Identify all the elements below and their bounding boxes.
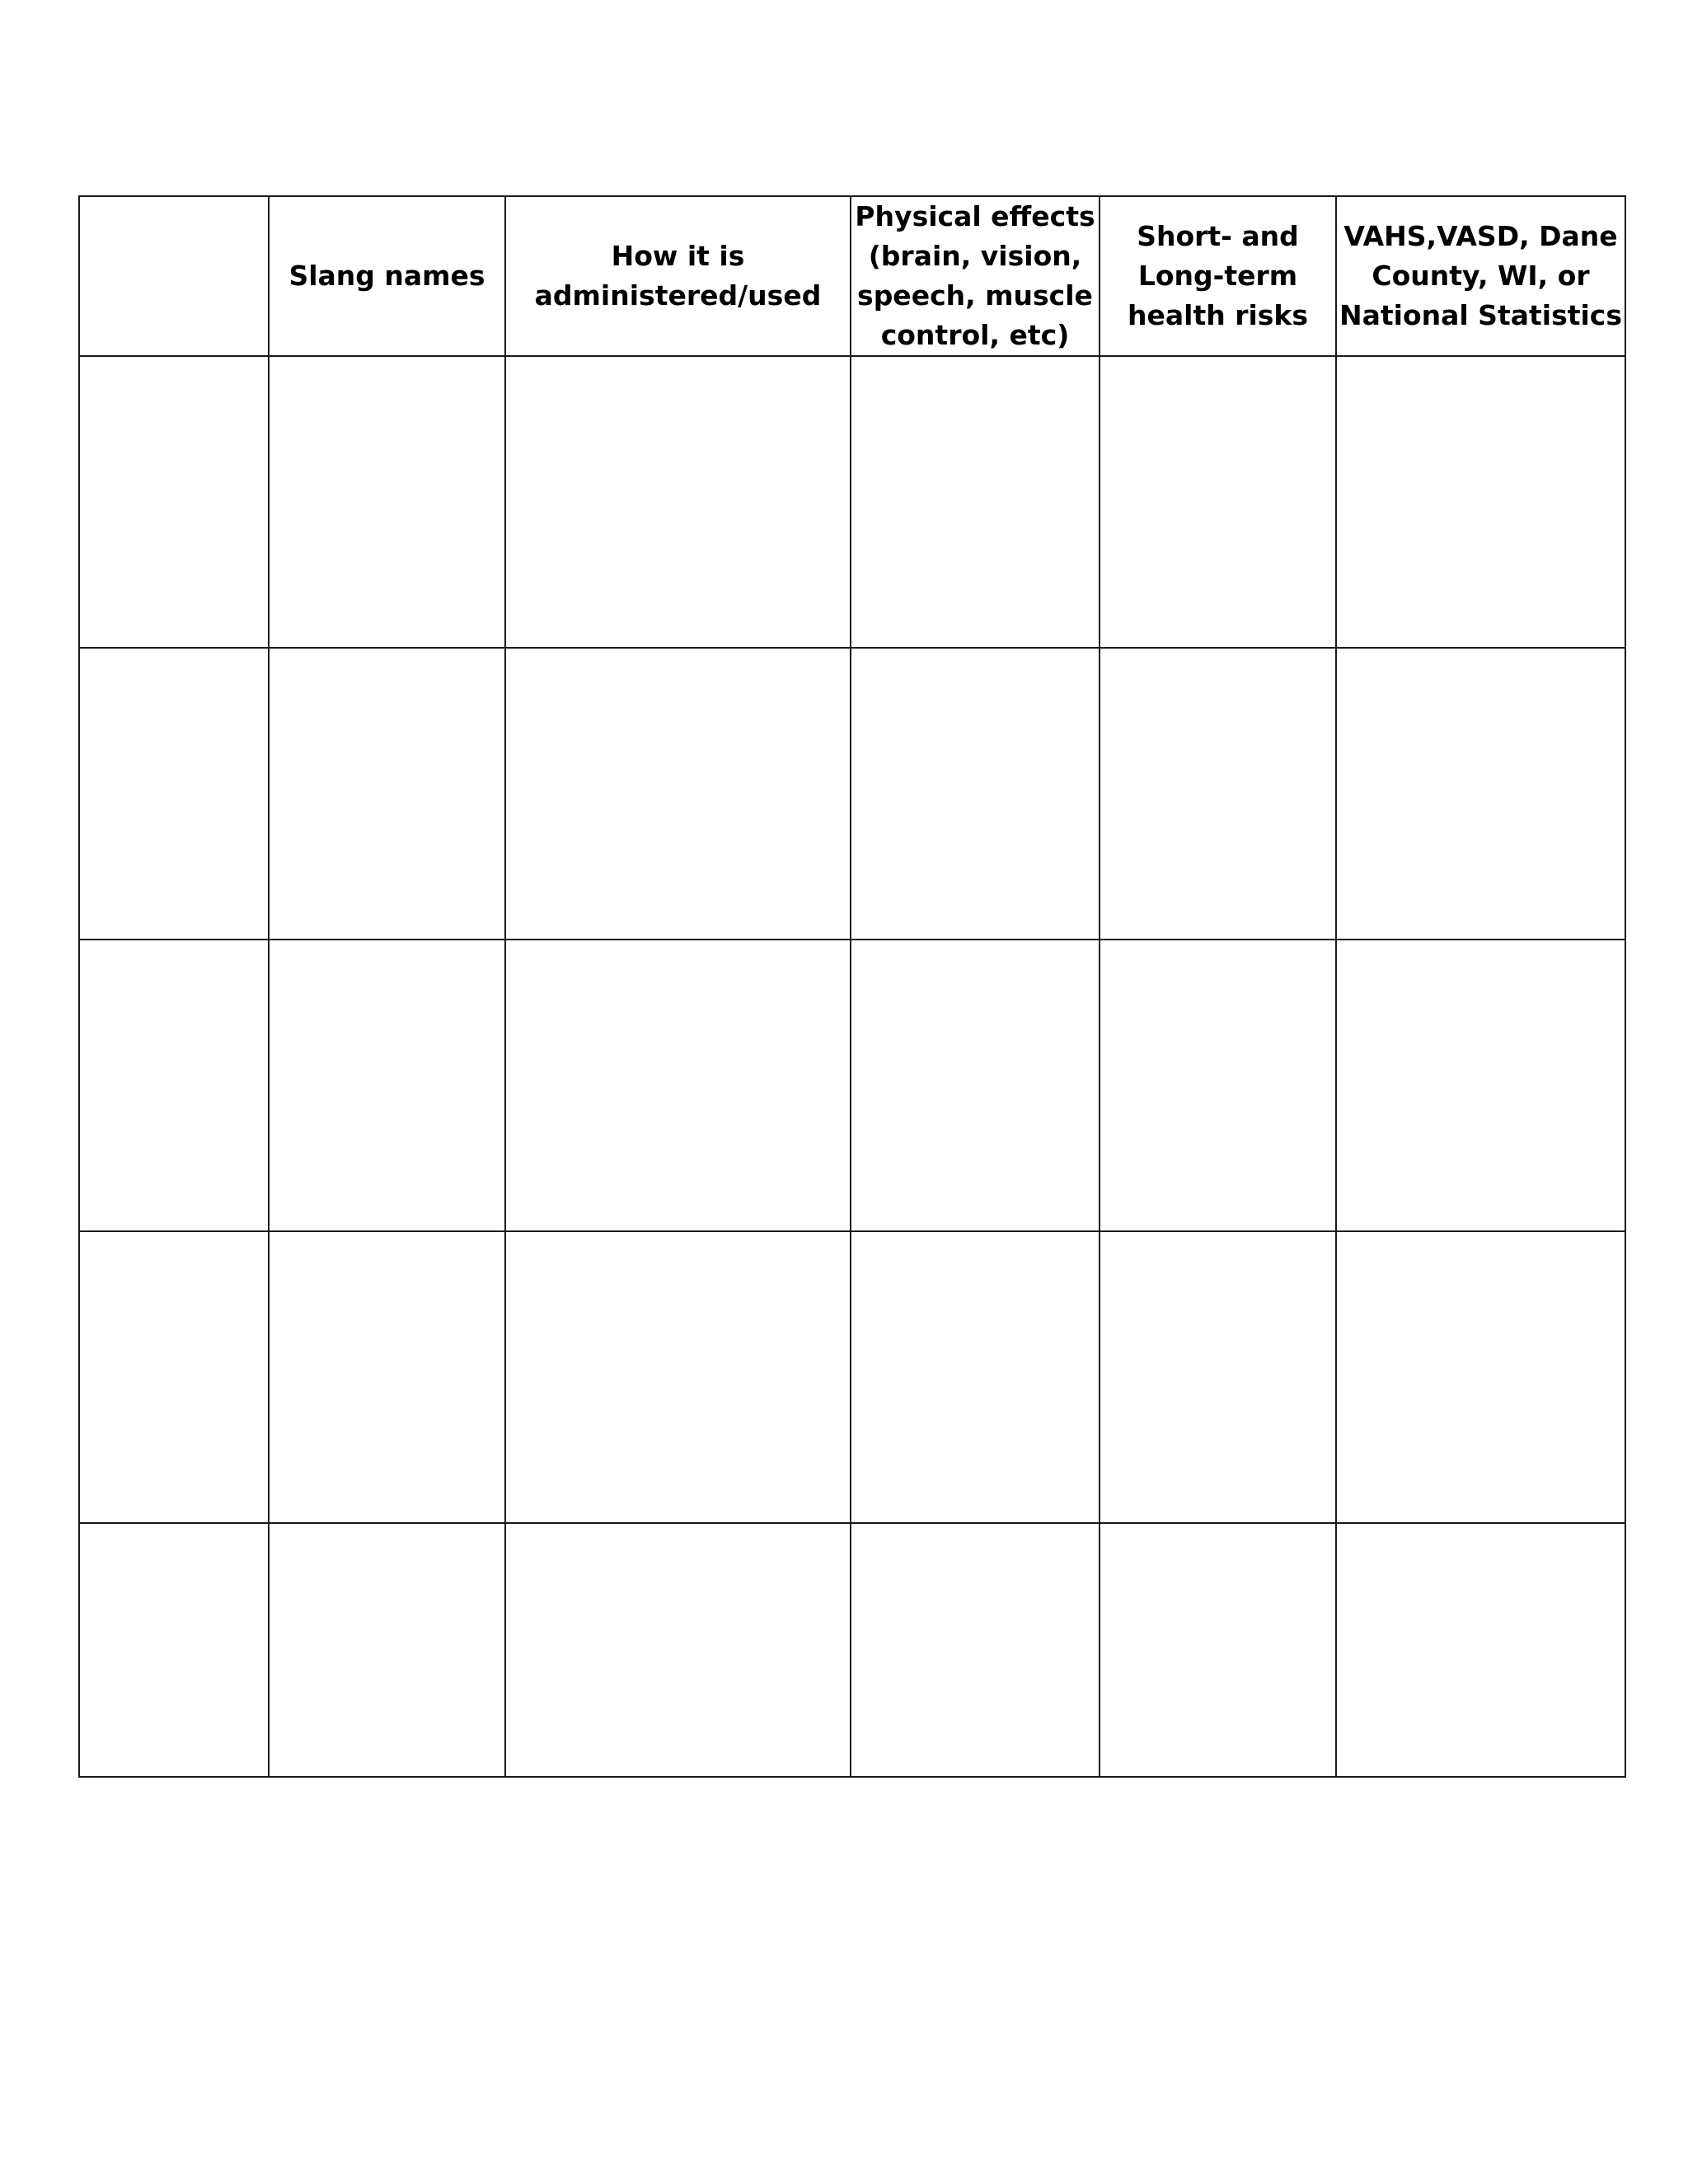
table-cell[interactable]: [269, 648, 505, 940]
table-cell[interactable]: [269, 1523, 505, 1777]
table-cell[interactable]: [505, 1231, 851, 1523]
table-cell[interactable]: [79, 1231, 269, 1523]
table-cell[interactable]: [269, 356, 505, 648]
table-cell[interactable]: [1336, 1231, 1625, 1523]
table-cell[interactable]: [79, 356, 269, 648]
table-cell[interactable]: [1100, 648, 1336, 940]
table-row: [79, 356, 1625, 648]
table-row: [79, 1231, 1625, 1523]
table-cell[interactable]: [1336, 1523, 1625, 1777]
header-cell-health-risks: Short- and Long-term health risks: [1100, 196, 1336, 356]
table-cell[interactable]: [505, 940, 851, 1231]
header-cell-statistics: VAHS,VASD, Dane County, WI, or National Statistics: [1336, 196, 1625, 356]
table-cell[interactable]: [1100, 1231, 1336, 1523]
table-cell[interactable]: [1100, 1523, 1336, 1777]
table-cell[interactable]: [851, 1231, 1100, 1523]
table-cell[interactable]: [79, 940, 269, 1231]
drug-research-table: [78, 195, 1626, 1778]
table-cell[interactable]: [79, 1523, 269, 1777]
table-cell[interactable]: [269, 940, 505, 1231]
header-cell-slang-names: Slang names: [269, 196, 505, 356]
table-cell[interactable]: [851, 648, 1100, 940]
table-cell[interactable]: [505, 356, 851, 648]
table-cell[interactable]: [1336, 940, 1625, 1231]
header-cell-substance: [79, 196, 269, 356]
header-row: [79, 196, 1625, 356]
table-cell[interactable]: [1336, 648, 1625, 940]
header-cell-administration: How it is administered/used: [505, 196, 851, 356]
table-cell[interactable]: [1100, 356, 1336, 648]
table-cell[interactable]: [505, 648, 851, 940]
table-cell[interactable]: [851, 940, 1100, 1231]
table-cell[interactable]: [505, 1523, 851, 1777]
table-cell[interactable]: [1336, 356, 1625, 648]
table-row: [79, 940, 1625, 1231]
header-cell-physical-effects: Physical effects (brain, vision, speech, muscle control, etc): [851, 196, 1100, 356]
table-cell[interactable]: [269, 1231, 505, 1523]
table-row: [79, 648, 1625, 940]
table-cell[interactable]: [79, 648, 269, 940]
table-row: [79, 1523, 1625, 1777]
table-cell[interactable]: [1100, 940, 1336, 1231]
table-cell[interactable]: [851, 356, 1100, 648]
table-cell[interactable]: [851, 1523, 1100, 1777]
